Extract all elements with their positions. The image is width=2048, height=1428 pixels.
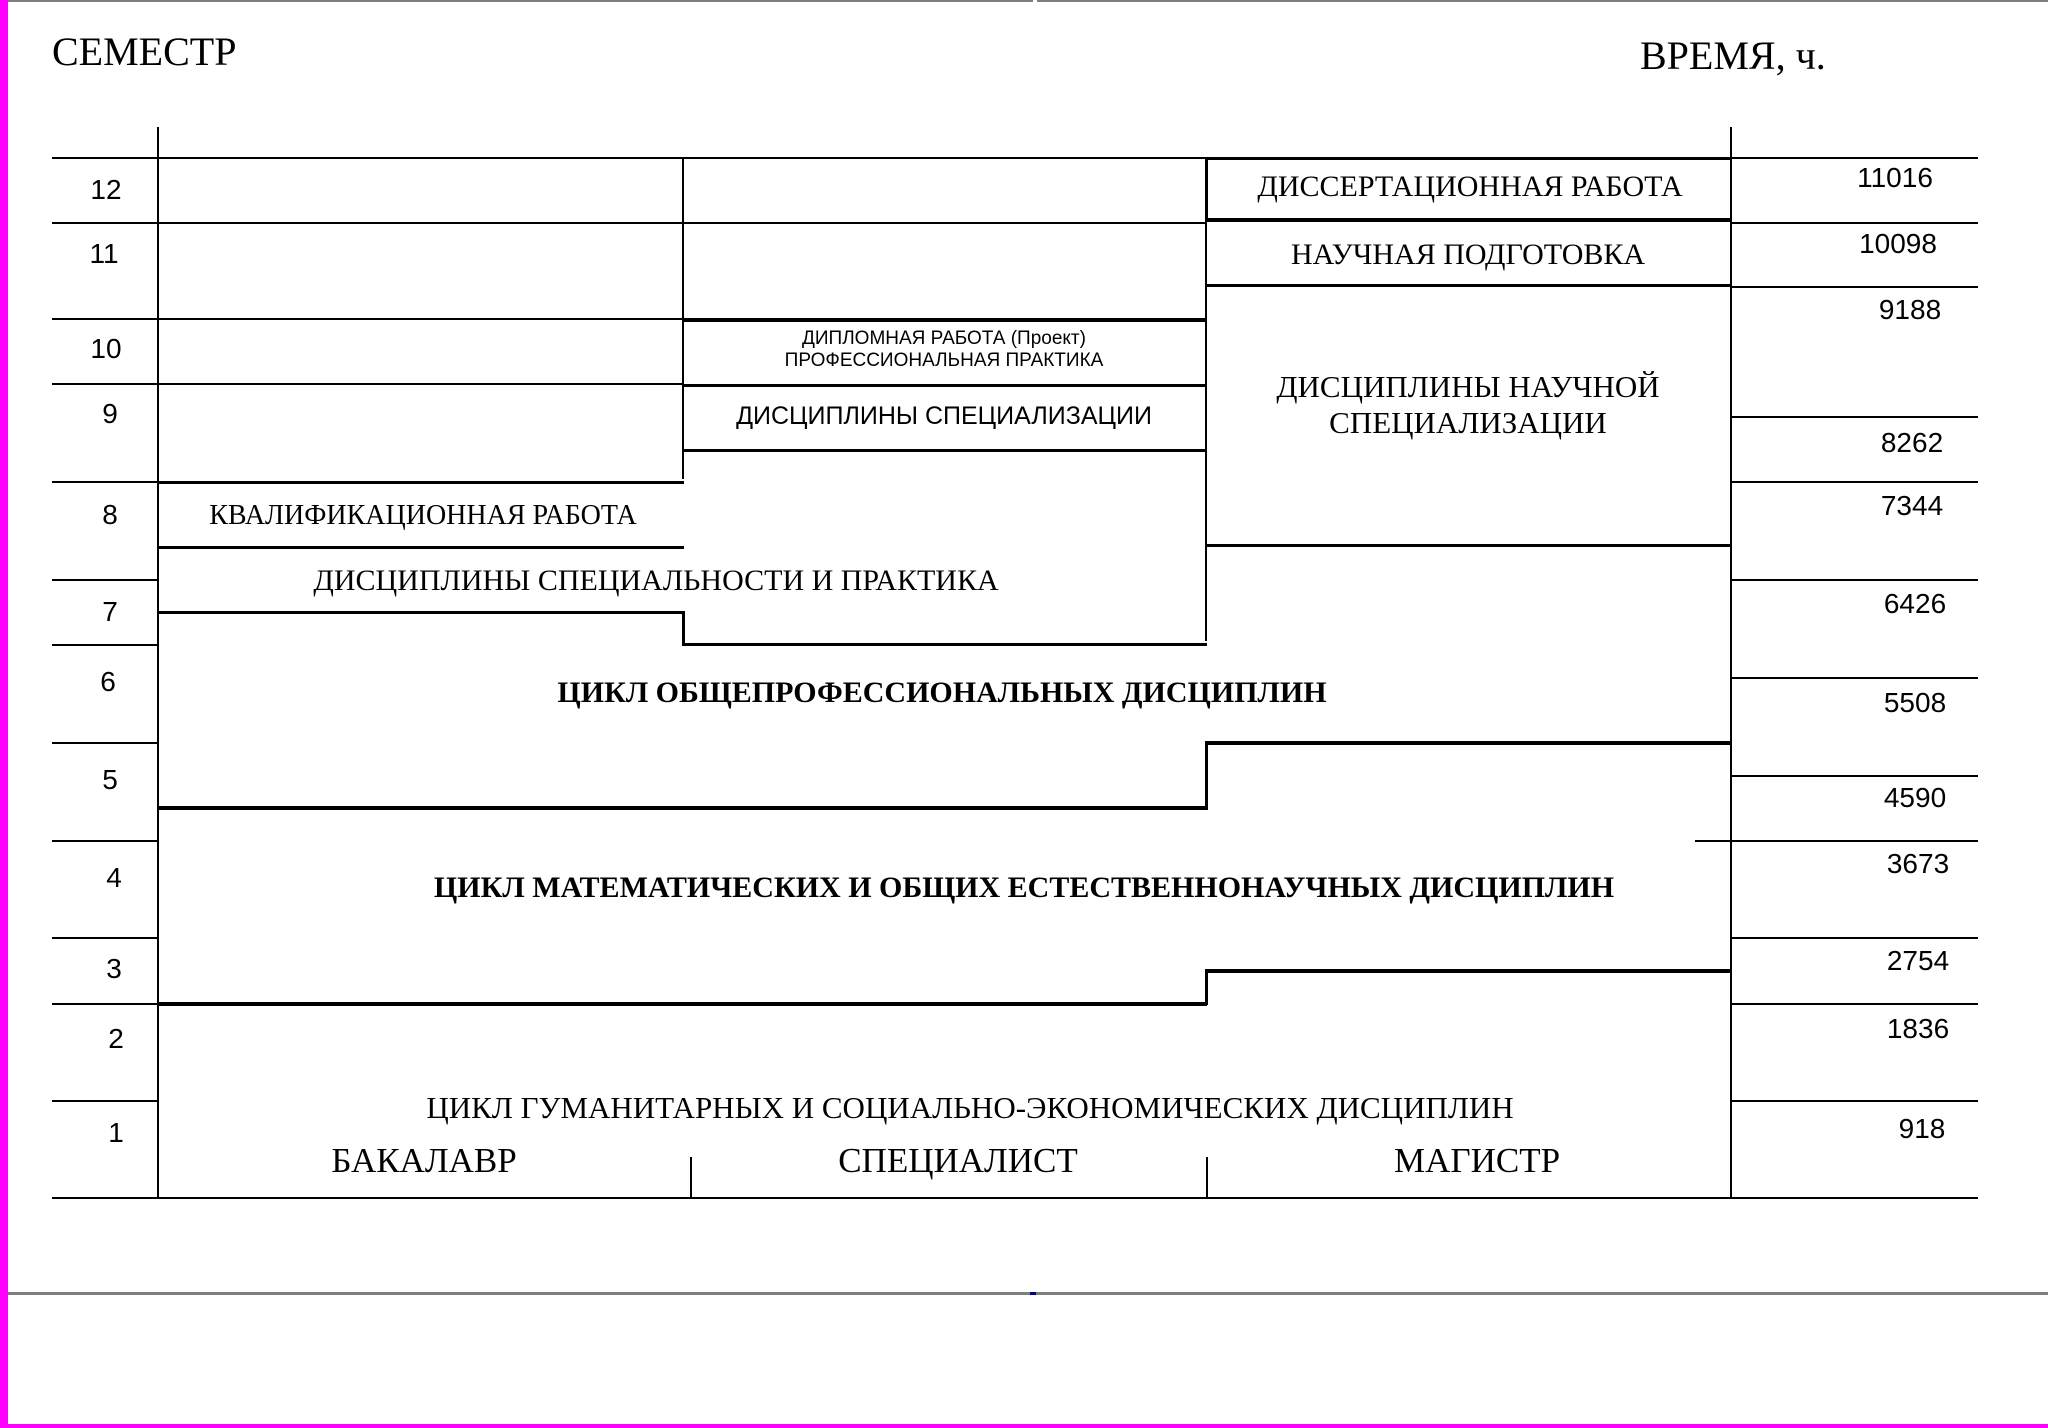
hours-value: 4590 <box>1883 782 1947 813</box>
specialty-and-practice-block-label: ДИСЦИПЛИНЫ СПЕЦИАЛЬНОСТИ И ПРАКТИКА <box>313 564 999 597</box>
semester-column-divider <box>157 127 159 1199</box>
specialization-disciplines-block-label: ДИСЦИПЛИНЫ СПЕЦИАЛИЗАЦИИ <box>736 402 1152 430</box>
hours-value: 9188 <box>1878 294 1942 325</box>
diploma-work-line: ДИПЛОМНАЯ РАБОТА (Проект) <box>802 328 1086 349</box>
humanities-cycle-label: ЦИКЛ ГУМАНИТАРНЫХ И СОЦИАЛЬНО-ЭКОНОМИЧЕСКИХ ДИСЦИПЛИН <box>426 1090 1514 1125</box>
bottom-rule-marker <box>1030 1292 1036 1295</box>
research-specialization-line1: ДИСЦИПЛИНЫ НАУЧНОЙ <box>1276 369 1660 404</box>
semester-label: 7 <box>102 596 118 627</box>
top-rule-left <box>8 0 1033 2</box>
semester-label: 10 <box>90 333 122 364</box>
bottom-rule <box>8 1292 2048 1295</box>
left-magenta-border <box>0 0 8 1428</box>
research-training-block-label: НАУЧНАЯ ПОДГОТОВКА <box>1290 238 1646 271</box>
research-specialization-line2: СПЕЦИАЛИЗАЦИИ <box>1329 404 1607 440</box>
professional-practice-line: ПРОФЕССИОНАЛЬНАЯ ПРАКТИКА <box>784 349 1104 371</box>
research-specialization-block-label <box>1276 369 1659 440</box>
semester-label: 5 <box>102 764 118 795</box>
dissertation-block-label: ДИССЕРТАЦИОННАЯ РАБОТА <box>1257 170 1683 203</box>
hours-value: 2754 <box>1886 945 1950 976</box>
semester-label: 9 <box>102 398 118 429</box>
bachelor-degree-label: БАКАЛАВР <box>331 1141 517 1180</box>
specialist-degree-label: СПЕЦИАЛИСТ <box>838 1141 1078 1180</box>
bottom-magenta-border <box>0 1424 2048 1428</box>
semester-label: 4 <box>106 862 122 893</box>
hours-value: 1836 <box>1886 1013 1950 1044</box>
hours-value: 11016 <box>1857 162 1933 193</box>
general-professional-cycle-label: ЦИКЛ ОБЩЕПРОФЕССИОНАЛЬНЫХ ДИСЦИПЛИН <box>557 676 1327 709</box>
top-rule-right <box>1037 0 2048 2</box>
semester-label: 8 <box>102 499 118 530</box>
semester-label: 1 <box>108 1117 124 1148</box>
hours-value: 5508 <box>1883 687 1947 718</box>
diploma-work-block-label <box>785 328 1104 372</box>
semester-label: 3 <box>106 953 122 984</box>
math-natural-science-cycle-label: ЦИКЛ МАТЕМАТИЧЕСКИХ И ОБЩИХ ЕСТЕСТВЕННОНАУЧНЫХ ДИСЦИПЛИН <box>433 871 1615 904</box>
qualification-work-block-label: КВАЛИФИКАЦИОННАЯ РАБОТА <box>209 500 637 531</box>
hours-value: 918 <box>1898 1113 1946 1144</box>
hours-value: 8262 <box>1880 427 1944 458</box>
hours-value: 10098 <box>1859 228 1937 259</box>
hours-value: 7344 <box>1880 490 1944 521</box>
semester-label: 12 <box>90 174 122 205</box>
hours-value: 6426 <box>1883 588 1947 619</box>
semester-label: 6 <box>100 666 116 697</box>
semester-label: 11 <box>89 238 119 269</box>
semester-label: 2 <box>108 1023 124 1054</box>
hours-value: 3673 <box>1886 848 1950 879</box>
time-axis-title: ВРЕМЯ, ч. <box>1640 33 1826 78</box>
master-degree-label: МАГИСТР <box>1393 1141 1561 1180</box>
semester-axis-title: СЕМЕСТР <box>52 29 237 74</box>
